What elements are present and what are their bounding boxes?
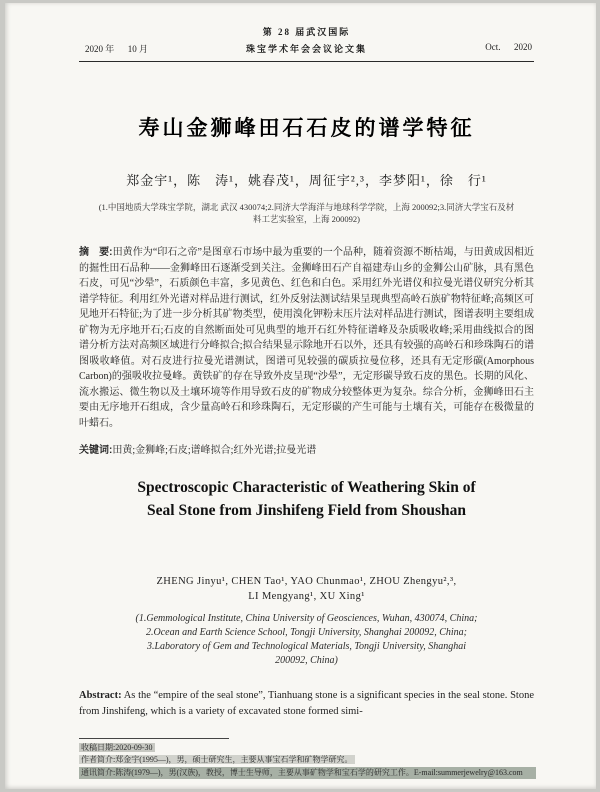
footnote-corresponding-bio xyxy=(79,767,536,780)
author-bio: 作者简介:郑金宇(1995—)，男，硕士研究生，主要从事宝石学和矿物学研究。 xyxy=(81,755,353,764)
conference-name-line2: 珠宝学术年会会议论文集 xyxy=(245,44,367,54)
affiliation-cn-line1: (1.中国地质大学珠宝学院，湖北 武汉 430074;2.同济大学海洋与地球科学学院，上海 200092;3.同济大学宝石及材 xyxy=(98,202,515,212)
paper-title-en-line2: Seal Stone from Jinshifeng Field from Shoushan xyxy=(147,502,466,519)
keywords-text-cn: 田黄;金狮峰;石皮;谱峰拟合;红外光谱;拉曼光谱 xyxy=(112,445,317,456)
authors-en-line1: ZHENG Jinyu¹, CHEN Tao¹, YAO Chunmao¹, ZHOU Zhengyu²,³, xyxy=(156,576,457,587)
affiliation-en-line4: 200092, China) xyxy=(275,655,338,666)
footnote-author-bio xyxy=(79,754,536,767)
affiliation-en-line1: (1.Gemmological Institute, China University of Geosciences, Wuhan, 430074, China; xyxy=(135,613,478,624)
paper-title-en-line1: Spectroscopic Characteristic of Weathering Skin of xyxy=(137,479,476,496)
footnote-received xyxy=(79,742,536,755)
affiliation-en-line2: 2.Ocean and Earth Science School, Tongji University, Shanghai 200092, China; xyxy=(146,627,467,638)
abstract-label-cn: 摘 要: xyxy=(79,247,113,258)
affiliation-en xyxy=(79,612,534,668)
corresponding-author-bio: 通讯简介:陈涛(1979—)，男(汉族)，教授，博士生导师，主要从事矿物学和宝石学的研究工作。E-mail:summerjewelry@163.com xyxy=(79,767,536,780)
footnote-rule xyxy=(79,738,229,739)
affiliation-en-line3: 3.Laboratory of Gem and Technological Materials, Tongji University, Shanghai xyxy=(147,641,466,652)
footnotes xyxy=(79,738,536,780)
affiliation-cn-line2: 料工艺实验室，上海 200092) xyxy=(253,214,360,224)
authors-en xyxy=(79,574,534,604)
affiliation-cn xyxy=(79,201,534,225)
header-rule xyxy=(79,61,534,62)
conference-name-line1: 第 28 届武汉国际 xyxy=(262,27,351,37)
journal-header xyxy=(79,25,534,62)
received-date: 收稿日期:2020-09-30 xyxy=(81,742,153,752)
page-content xyxy=(79,25,534,719)
abstract-en xyxy=(79,688,534,719)
abstract-label-en: Abstract: xyxy=(79,690,122,701)
abstract-text-cn: 田黄作为“印石之帝”是图章石市场中最为重要的一个品种，随着资源不断枯竭，与田黄成因相近的掘性田石品种——金狮峰田石逐渐受到关注。金狮峰田石产自福建寿山乡的金狮公山矿脉，具有黑色石皮，可见“沙晕”，石质颜色丰富，多见黄色、红色和白色。采用红外光谱仪和拉曼光谱仪研究分析其谱学特征。利用红外光谱对样品进行测试，红外反射法测试结果呈现典型高岭石族矿物特征峰;高频区可见地开石特征;为了进一步分析其矿物类型，使用溴化钾粉末压片法对样品进行测试，图谱表明主要组成矿物为无序地开石;石皮的自然断面处可见典型的地开石红外特征谱峰及杂质吸收峰;采用曲线拟合的图谱分析方法对高频区域进行分峰拟合;拟合结果显示除地开石以外，还具有较强的高岭石和珍珠陶石的谱图吸收峰值。对石皮进行拉曼光谱测试，图谱可见较强的碳质拉曼位移，还具有无定形碳(Amorphous Carbon)的强吸收拉曼峰。黄铁矿的存在导致外皮呈现“沙晕”，无定形碳导致石皮的黑色。长期的风化、流水搬运、微生物以及土壤环境等作用导致石皮的矿物成分较整体更为复杂。综合分析，金狮峰田石主要由无序地开石组成，含少量高岭石和珍珠陶石，无定形碳的产生可能与土壤有关，可能存在极微量的叶蜡石。 xyxy=(79,247,534,429)
authors-cn: 郑金宇¹，陈 涛¹，姚春茂¹，周征宇²,³，李梦阳¹，徐 行¹ xyxy=(126,173,487,188)
keywords-cn xyxy=(79,443,534,458)
abstract-cn xyxy=(79,245,534,431)
header-row xyxy=(79,42,534,54)
issue-date-en: Oct. 2020 xyxy=(485,42,532,52)
scanned-page xyxy=(5,3,596,789)
paper-title-cn: 寿山金狮峰田石石皮的谱学特征 xyxy=(138,117,475,140)
keywords-label-cn: 关键词: xyxy=(79,445,113,456)
authors-en-line2: LI Mengyang¹, XU Xing¹ xyxy=(248,591,365,602)
abstract-text-en: As the “empire of the seal stone”, Tianhuang stone is a significant species in the seal stone. Stone from Jinshifeng, which is a variety of excavated stone formed simi- xyxy=(79,690,535,717)
issue-date-cn: 2020 年 10 月 xyxy=(85,44,149,54)
paper-title-en xyxy=(79,476,534,522)
